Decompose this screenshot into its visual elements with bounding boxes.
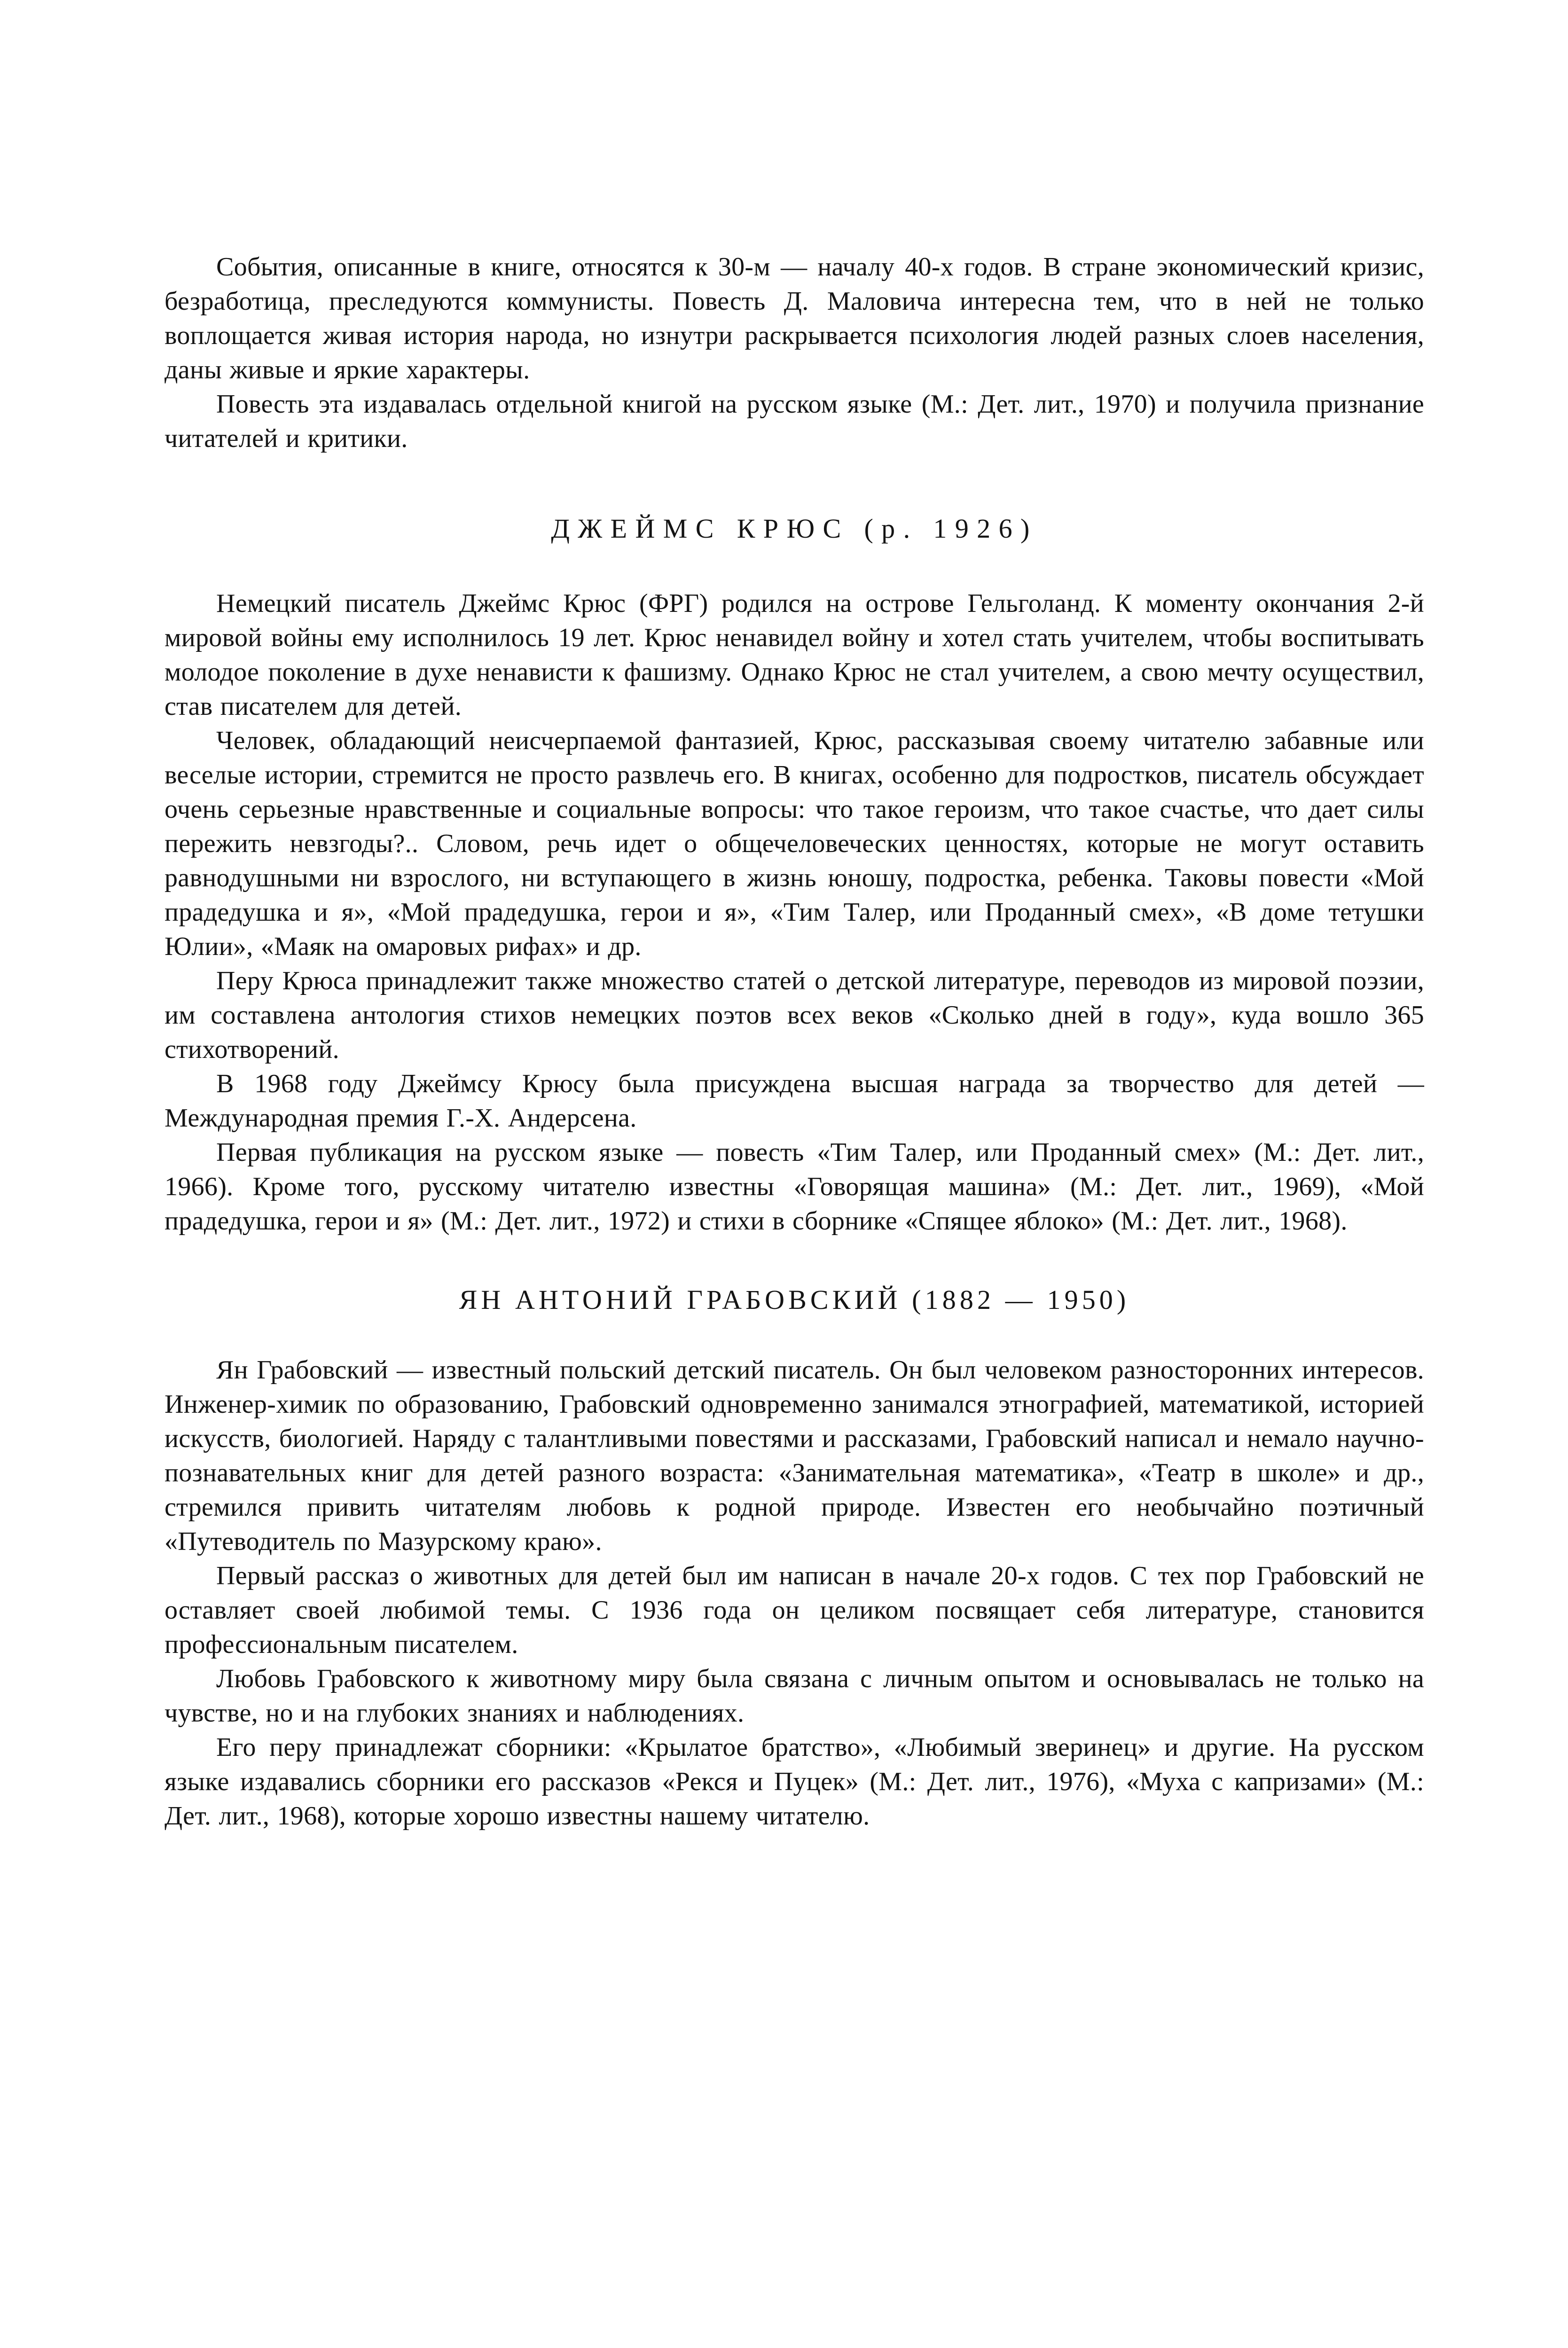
section-heading-james-kruss: ДЖЕЙМС КРЮС (р. 1926) xyxy=(551,513,1038,544)
paragraph: Перу Крюса принадлежит также множество статей о детской литературе, переводов из мировой поэзии, им составлена антология стихов немецких поэтов всех веков «Сколько дней в году», куда вошло 365 стихотворений. xyxy=(165,966,1424,1064)
section-heading-jan-grabowski: ЯН АНТОНИЙ ГРАБОВСКИЙ (1882 — 1950) xyxy=(459,1284,1130,1315)
paragraph: В 1968 году Джеймсу Крюсу была присуждена высшая награда за творчество для детей — Международная премия Г.-Х. Андерсена. xyxy=(165,1069,1424,1133)
intro-paragraph: Повесть эта издавалась отдельной книгой на русском языке (М.: Дет. лит., 1970) и получила признание читателей и критики. xyxy=(165,390,1424,453)
paragraph: Любовь Грабовского к животному миру была связана с личным опытом и основывалась не только на чувстве, но и на глубоких знаниях и наблюдениях. xyxy=(165,1664,1424,1728)
paragraph: Его перу принадлежат сборники: «Крылатое братство», «Любимый зверинец» и другие. На русском языке издавались сборники его рассказов «Рекся и Пуцек» (М.: Дет. лит., 1976), «Муха с капризами» (М.: Дет. лит., 1968), которые хорошо известны нашему читателю. xyxy=(165,1733,1424,1831)
paragraph: Человек, обладающий неисчерпаемой фантазией, Крюс, рассказывая своему читателю забавные или веселые истории, стремится не просто развлечь его. В книгах, особенно для подростков, писатель обсуждает очень серьезные нравственные и социальные вопросы: что такое героизм, что такое счастье, что дает силы пережить невзгоды?.. Словом, речь идет о общечеловеческих ценностях, которые не могут оставить равнодушными ни взрослого, ни вступающего в жизнь юношу, подростка, ребенка. Таковы повести «Мой прадедушка и я», «Мой прадедушка, герои и я», «Тим Талер, или Проданный смех», «В доме тетушки Юлии», «Маяк на омаровых рифах» и др. xyxy=(165,726,1424,961)
paragraph: Ян Грабовский — известный польский детский писатель. Он был человеком разносторонних интересов. Инженер-химик по образованию, Грабовский одновременно занимался этнографией, математикой, историей искусств, биологией. Наряду с талантливыми повестями и рассказами, Грабовский написал и немало научно-познавательных книг для детей разного возраста: «Занимательная математика», «Театр в школе» и др., стремился привить читателям любовь к родной природе. Известен его необычайно поэтичный «Путеводитель по Мазурскому краю». xyxy=(165,1355,1424,1556)
intro-paragraph: События, описанные в книге, относятся к 30-м — началу 40-х годов. В стране экономический кризис, безработица, преследуются коммунисты. Повесть Д. Маловича интересна тем, что в ней не только воплощается живая история народа, но изнутри раскрывается психология людей разных слоев населения, даны живые и яркие характеры. xyxy=(165,252,1424,384)
text-column xyxy=(165,250,1424,1833)
paragraph: Первая публикация на русском языке — повесть «Тим Талер, или Проданный смех» (М.: Дет. лит., 1966). Кроме того, русскому читателю известны «Говорящая машина» (М.: Дет. лит., 1969), «Мой прадедушка, герои и я» (М.: Дет. лит., 1972) и стихи в сборнике «Спящее яблоко» (М.: Дет. лит., 1968). xyxy=(165,1138,1424,1236)
paragraph: Немецкий писатель Джеймс Крюс (ФРГ) родился на острове Гельголанд. К моменту окончания 2-й мировой войны ему исполнилось 19 лет. Крюс ненавидел войну и хотел стать учителем, чтобы воспитывать молодое поколение в духе ненависти к фашизму. Однако Крюс не стал учителем, а свою мечту осуществил, став писателем для детей. xyxy=(165,589,1424,721)
paragraph: Первый рассказ о животных для детей был им написан в начале 20-х годов. С тех пор Грабовский не оставляет своей любимой темы. С 1936 года он целиком посвящает себя литературе, становится профессиональным писателем. xyxy=(165,1561,1424,1659)
